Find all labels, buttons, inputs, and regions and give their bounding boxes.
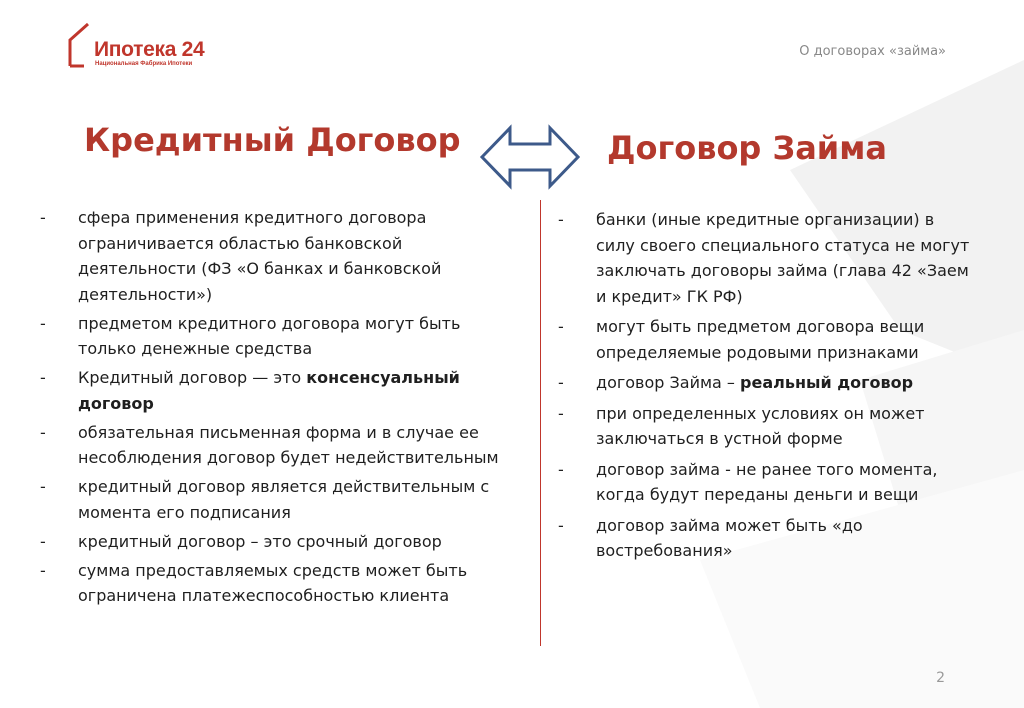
bullet-dash: - — [40, 208, 46, 227]
list-item-emphasis: консенсуальный договор — [78, 368, 460, 413]
left-column-title: Кредитный Договор — [84, 121, 461, 159]
list-item-text: предметом кредитного договора могут быть только денежные средства — [78, 313, 461, 358]
list-item-text: при определенных условиях он может заключаться в устной форме — [596, 403, 925, 448]
list-item-text: сумма предоставляемых средств может быть ограничена платежеспособностью клиента — [78, 560, 468, 605]
slide-subtitle: О договорах «займа» — [799, 44, 946, 59]
column-divider — [540, 200, 541, 646]
list-item-text: договор займа может быть «до востребования» — [596, 515, 863, 560]
bullet-dash: - — [40, 368, 46, 387]
bullet-dash: - — [40, 531, 46, 551]
list-item-emphasis: реальный договор — [740, 373, 914, 392]
company-logo — [68, 22, 205, 72]
left-bullet-list — [40, 205, 510, 612]
bullet-dash: - — [558, 459, 564, 479]
list-item — [558, 207, 978, 309]
logo-name: Ипотека 24 — [94, 38, 205, 61]
list-item-text: сфера применения кредитного договора ограничивается областью банковской деятельности (ФЗ «О банках и банковской деятельности») — [78, 208, 442, 304]
list-item — [40, 420, 510, 471]
list-item-text: могут быть предметом договора вещи определяемые родовыми признаками — [596, 317, 925, 362]
list-item — [558, 314, 978, 365]
page-number: 2 — [936, 670, 945, 686]
list-item — [40, 365, 510, 416]
list-item — [40, 529, 510, 555]
list-item — [558, 457, 978, 508]
list-item-text: банки (иные кредитные организации) в силу своего специального статуса не могут заключать договоры займа (глава 42 «Заем и кредит» ГК РФ) — [596, 210, 970, 306]
bullet-dash: - — [558, 403, 564, 423]
bullet-dash: - — [40, 422, 46, 442]
list-item — [40, 205, 510, 307]
list-item-text: договор Займа – — [596, 373, 741, 392]
right-bullet-list — [558, 207, 978, 569]
logo-tagline: Национальная Фабрика Ипотеки — [95, 61, 193, 67]
bullet-dash: - — [558, 210, 564, 229]
right-column-title: Договор Займа — [607, 129, 887, 167]
list-item-text: Кредитный договор — это — [78, 368, 307, 387]
bullet-dash: - — [558, 317, 564, 336]
list-item-text: кредитный договор является действительным с момента его подписания — [78, 477, 490, 522]
list-item — [40, 474, 510, 525]
bullet-dash: - — [40, 477, 46, 496]
list-item — [40, 558, 510, 609]
list-item — [40, 311, 510, 362]
list-item — [558, 513, 978, 564]
list-item-text: обязательная письменная форма и в случае ее несоблюдения договор будет недействительным — [78, 422, 499, 467]
bullet-dash: - — [558, 515, 564, 535]
list-item-text: договор займа - не ранее того момента, когда будут переданы деньги и вещи — [596, 459, 938, 504]
bullet-dash: - — [558, 373, 564, 392]
double-arrow-icon — [480, 124, 580, 190]
list-item-text: кредитный договор – это срочный договор — [78, 531, 442, 551]
list-item — [558, 401, 978, 452]
list-item — [558, 370, 978, 396]
bullet-dash: - — [40, 560, 46, 580]
bullet-dash: - — [40, 313, 46, 333]
